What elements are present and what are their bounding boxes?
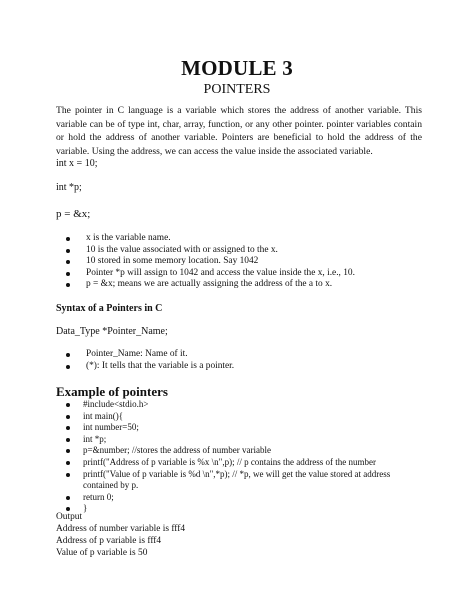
list-item: [0, 361, 234, 373]
bullet-icon: [66, 507, 70, 511]
code-item-text: printf("Value of p variable is %d \n",*p); // *p, we will get the value stored at address contained by p.: [83, 468, 391, 491]
code-item: [0, 457, 403, 469]
code-item-text: printf("Address of p variable is %x \n",p); // p contains the address of the number: [83, 456, 377, 467]
bullet-icon: [66, 283, 70, 287]
bullet-icon: [66, 496, 70, 500]
example-heading: Example of pointers: [56, 384, 168, 399]
bullet-icon: [66, 473, 70, 477]
bullet-icon: [66, 415, 70, 419]
list-item: [0, 233, 355, 245]
list-item-text: x is the variable name.: [86, 233, 171, 243]
bullet-icon: [66, 449, 70, 453]
bullet-icon: [66, 426, 70, 430]
code-item-text: int *p;: [83, 433, 107, 444]
code-item-text: int main(){: [83, 410, 124, 421]
syntax-heading: Syntax of a Pointers in C: [56, 303, 163, 314]
bullet-icon: [66, 353, 70, 357]
code-item: [0, 422, 403, 434]
bullet-icon: [66, 365, 70, 369]
list-item-text: 10 stored in some memory location. Say 1042: [86, 256, 259, 266]
code-item-text: #include<stdio.h>: [83, 399, 149, 409]
bullet-icon: [66, 272, 70, 276]
list-item: [0, 245, 355, 257]
code-item: [0, 469, 403, 492]
bullet-icon: [66, 260, 70, 264]
list-item: [0, 256, 355, 268]
code-item: [0, 399, 403, 411]
intro-paragraph: The pointer in C language is a variable which stores the address of another variable. This variable can be of type int, char, array, function, or any other pointer. pointer variables contain or hold the address of another variable. Pointers are beneficial to hold the address of the variable. Using the address, we can access the value inside the associated variable.: [56, 105, 422, 157]
code-item: [0, 434, 403, 446]
output-line: Value of p variable is 50: [56, 548, 148, 558]
bullet-icon: [66, 249, 70, 253]
list-item-text: (*): It tells that the variable is a pointer.: [86, 360, 235, 371]
bullet-icon: [66, 438, 70, 442]
code-line-declare-p: int *p;: [56, 182, 82, 193]
output-line: Address of p variable is fff4: [56, 536, 162, 546]
code-item-text: int number=50;: [83, 422, 139, 433]
bullet-icon: [66, 403, 70, 407]
code-line-assign-p: p = &x;: [56, 208, 91, 220]
list-item: [0, 349, 234, 361]
list-item: [0, 279, 355, 291]
page-subtitle: POINTERS: [203, 82, 271, 97]
explanation-list: [0, 233, 355, 291]
list-item: [0, 268, 355, 280]
code-item-text: return 0;: [83, 491, 114, 502]
list-item-text: Pointer_Name: Name of it.: [86, 349, 188, 359]
page-title: MODULE 3: [181, 56, 293, 80]
list-item-text: Pointer *p will assign to 1042 and access the value inside the x, i.e., 10.: [86, 267, 355, 278]
output-label: Output: [56, 512, 83, 522]
output-line: Address of number variable is fff4: [56, 524, 186, 534]
syntax-list: [0, 349, 234, 372]
code-item-text: }: [83, 503, 88, 514]
syntax-line: Data_Type *Pointer_Name;: [56, 326, 168, 337]
code-item: [0, 492, 403, 504]
list-item-text: 10 is the value associated with or assigned to the x.: [86, 244, 278, 255]
example-code-list: [0, 399, 403, 515]
code-item: [0, 411, 403, 423]
code-item: [0, 445, 403, 457]
bullet-icon: [66, 237, 70, 241]
list-item-text: p = &x; means we are actually assigning the address of the a to x.: [86, 279, 333, 289]
code-line-declare-x: int x = 10;: [56, 158, 98, 169]
code-item-text: p=&number; //stores the address of number variable: [83, 445, 272, 456]
bullet-icon: [66, 461, 70, 465]
